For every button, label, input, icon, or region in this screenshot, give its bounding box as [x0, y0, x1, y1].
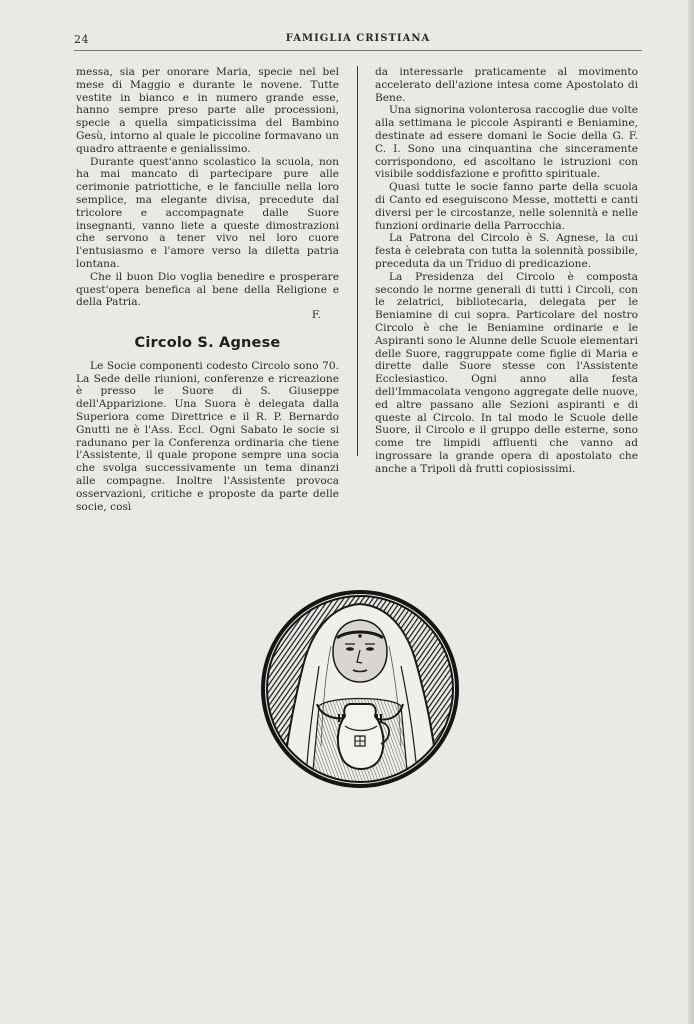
veiled-woman-with-jug-vignette-icon	[259, 586, 461, 792]
left-column	[76, 66, 339, 513]
left-paragraph-2: Durante quest'anno scolastico la scuola, non ha mai mancato di partecipare pure alle cerimonie patriottiche, e le fanciulle nella loro semplice, ma elegante divisa, precedute dal tricolore e accompagnate dalle Suore insegnanti, vanno liete a queste dimostrazioni che servono a tener vivo nel loro cuore l'entusiasmo e l'amore verso la diletta patria lontana.	[76, 155, 339, 270]
left-paragraph-3-text: Che il buon Dio voglia benedire e prosperare quest'opera benefica al bene della Religione e della Patria.	[76, 270, 339, 309]
page-number: 24	[74, 33, 89, 46]
left-paragraph-1: messa, sia per onorare Maria, specie nel bel mese di Maggio e durante le novene. Tutte vestite in bianco e in numero grande esse, hanno sempre preso parte alle processioni, specie a quella simpaticissima del Bambino Gesù, intorno al quale le piccoline formavano un quadro attraente e genialissimo.	[76, 66, 339, 155]
right-paragraph-1: da interessarle praticamente al movimento accelerato dell'azione intesa come Apostolato di Bene.	[375, 66, 638, 104]
left-paragraph-4: Le Socie componenti codesto Circolo sono 70. La Sede delle riunioni, conferenze e ricreazione è presso le Suore di S. Giuseppe dell'Apparizione. Una Suora è delegata dalla Superiora come Direttrice e il R. P. Bernardo Gnutti ne è l'Ass. Eccl. Ogni Sabato le socie si radunano per la Conferenza ordinaria che tiene l'Assistente, il quale propone sempre una socia che svolga successivamente un tema dinanzi alle compagne. Inoltre l'Assistente provoca osservazioni, critiche e proposte da parte delle socie, così	[76, 359, 339, 513]
column-divider	[357, 66, 358, 456]
header-rule	[74, 50, 642, 51]
signature: F.	[311, 309, 321, 322]
right-column	[375, 66, 638, 476]
section-heading: Circolo S. Agnese	[134, 334, 281, 351]
left-paragraph-3	[76, 271, 339, 309]
right-paragraph-3: Quasi tutte le socie fanno parte della scuola di Canto ed eseguiscono Messe, mottetti e canti diversi per le circostanze, nelle solennità e nelle funzioni ordinarie della Parrocchia.	[375, 181, 638, 232]
right-paragraph-2: Una signorina volonterosa raccoglie due volte alla settimana le piccole Aspiranti e Beniamine, destinate ad essere domani le Socie della G. F. C. I. Sono una cinquantina che sinceramente corrispondono, ed ascoltano le istruzioni con visibile soddisfazione e profitto spirituale.	[375, 104, 638, 181]
running-title: FAMIGLIA CRISTIANA	[285, 33, 431, 44]
page-header	[74, 30, 642, 48]
right-paragraph-5: La Presidenza del Circolo è composta secondo le norme generali di tutti i Circoli, con le zelatrici, bibliotecaria, delegata per le Beniamine di cui sopra. Particolare del nostro Circolo è che le Beniamine ordinarie e le Aspiranti sono le Alunne delle Scuole elementari delle Suore, raggruppate come figlie di Maria e dirette dalle Suore stesse con l'Assistente Ecclesiastico. Ogni anno alla festa dell'Immacolata vengono aggregate delle nuove, ed altre passano alle Sezioni aspiranti e di queste al Circolo. In tal modo le Scuole delle Suore, il Circolo e il gruppo delle esterne, sono come tre limpidi affluenti che vanno ad ingrossare la grande opera di apostolato che anche a Tripoli dà frutti copiosissimi.	[375, 270, 638, 475]
right-paragraph-4: La Patrona del Circolo è S. Agnese, la cui festa è celebrata con tutta la solennità possibile, preceduta da un Triduo di predicazione.	[375, 232, 638, 270]
signature-line	[76, 309, 339, 322]
page-edge	[688, 0, 694, 1024]
